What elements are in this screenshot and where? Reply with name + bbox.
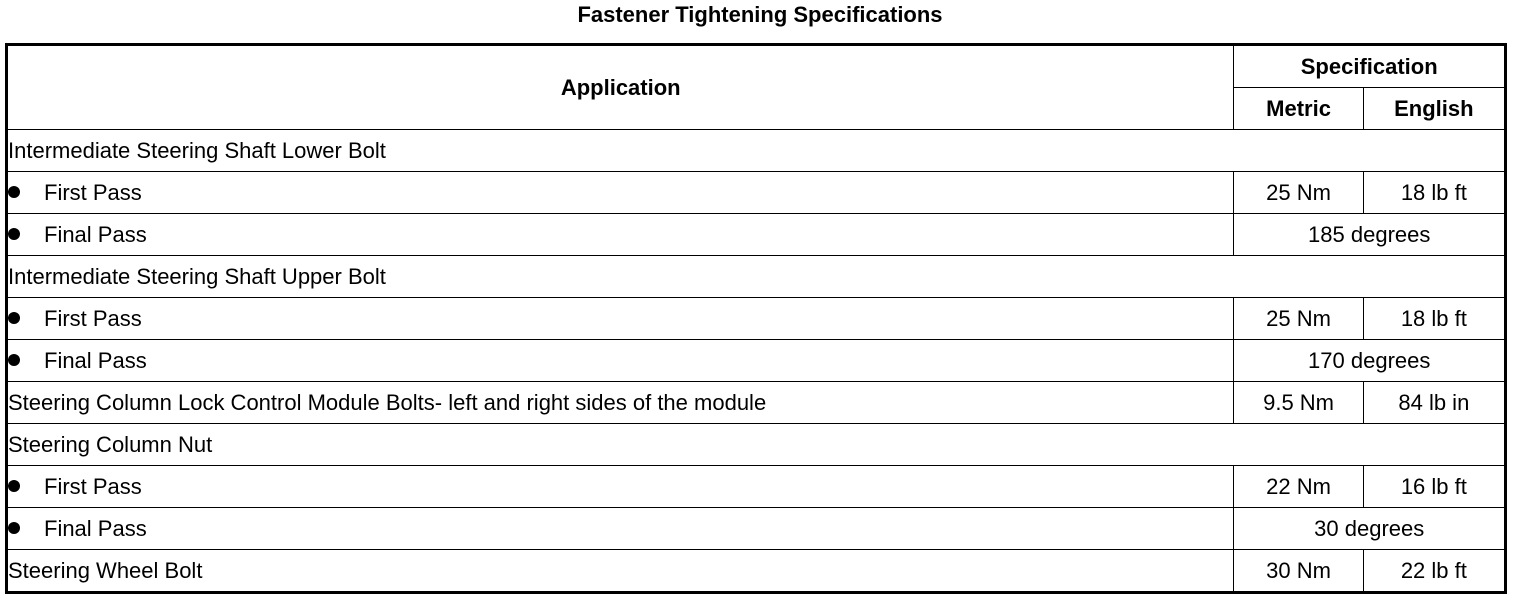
english-value: 22 lb ft bbox=[1363, 550, 1505, 593]
table-row bbox=[7, 550, 1506, 593]
metric-value: 25 Nm bbox=[1234, 298, 1363, 340]
sub-label: Final Pass bbox=[44, 515, 147, 541]
table-row bbox=[7, 382, 1506, 424]
metric-value: 9.5 Nm bbox=[1234, 382, 1363, 424]
english-value: 18 lb ft bbox=[1363, 172, 1505, 214]
application-header: Application bbox=[7, 45, 1234, 130]
metric-value: 30 Nm bbox=[1234, 550, 1363, 593]
specifications-table bbox=[5, 43, 1507, 594]
sub-label-cell bbox=[7, 214, 1234, 256]
sub-label: First Pass bbox=[44, 305, 142, 331]
table-row bbox=[7, 256, 1506, 298]
item-label: Steering Wheel Bolt bbox=[7, 550, 1234, 593]
table-row bbox=[7, 508, 1506, 550]
table-row bbox=[7, 466, 1506, 508]
bullet-icon bbox=[8, 480, 20, 492]
sub-label-cell bbox=[7, 340, 1234, 382]
combined-value: 170 degrees bbox=[1234, 340, 1506, 382]
header-row-top bbox=[7, 45, 1506, 88]
table-row bbox=[7, 424, 1506, 466]
specification-header: Specification bbox=[1234, 45, 1506, 88]
english-header: English bbox=[1363, 88, 1505, 130]
item-label: Steering Column Lock Control Module Bolts- left and right sides of the module bbox=[7, 382, 1234, 424]
bullet-icon bbox=[8, 354, 20, 366]
bullet-icon bbox=[8, 312, 20, 324]
page-title: Fastener Tightening Specifications bbox=[577, 2, 943, 27]
metric-header: Metric bbox=[1234, 88, 1363, 130]
bullet-icon bbox=[8, 522, 20, 534]
english-value: 18 lb ft bbox=[1363, 298, 1505, 340]
sub-label-cell bbox=[7, 298, 1234, 340]
english-value: 16 lb ft bbox=[1363, 466, 1505, 508]
table-row bbox=[7, 298, 1506, 340]
sub-label: First Pass bbox=[44, 179, 142, 205]
sub-label: Final Pass bbox=[44, 347, 147, 373]
table-row bbox=[7, 172, 1506, 214]
combined-value: 30 degrees bbox=[1234, 508, 1506, 550]
combined-value: 185 degrees bbox=[1234, 214, 1506, 256]
sub-label-cell bbox=[7, 172, 1234, 214]
english-value: 84 lb in bbox=[1363, 382, 1505, 424]
metric-value: 25 Nm bbox=[1234, 172, 1363, 214]
group-label: Steering Column Nut bbox=[7, 424, 1506, 466]
group-label: Intermediate Steering Shaft Lower Bolt bbox=[7, 130, 1506, 172]
table-row bbox=[7, 340, 1506, 382]
group-label: Intermediate Steering Shaft Upper Bolt bbox=[7, 256, 1506, 298]
table-row bbox=[7, 130, 1506, 172]
sub-label-cell bbox=[7, 508, 1234, 550]
sub-label-cell bbox=[7, 466, 1234, 508]
bullet-icon bbox=[8, 186, 20, 198]
bullet-icon bbox=[8, 228, 20, 240]
metric-value: 22 Nm bbox=[1234, 466, 1363, 508]
table-row bbox=[7, 214, 1506, 256]
sub-label: Final Pass bbox=[44, 221, 147, 247]
sub-label: First Pass bbox=[44, 473, 142, 499]
